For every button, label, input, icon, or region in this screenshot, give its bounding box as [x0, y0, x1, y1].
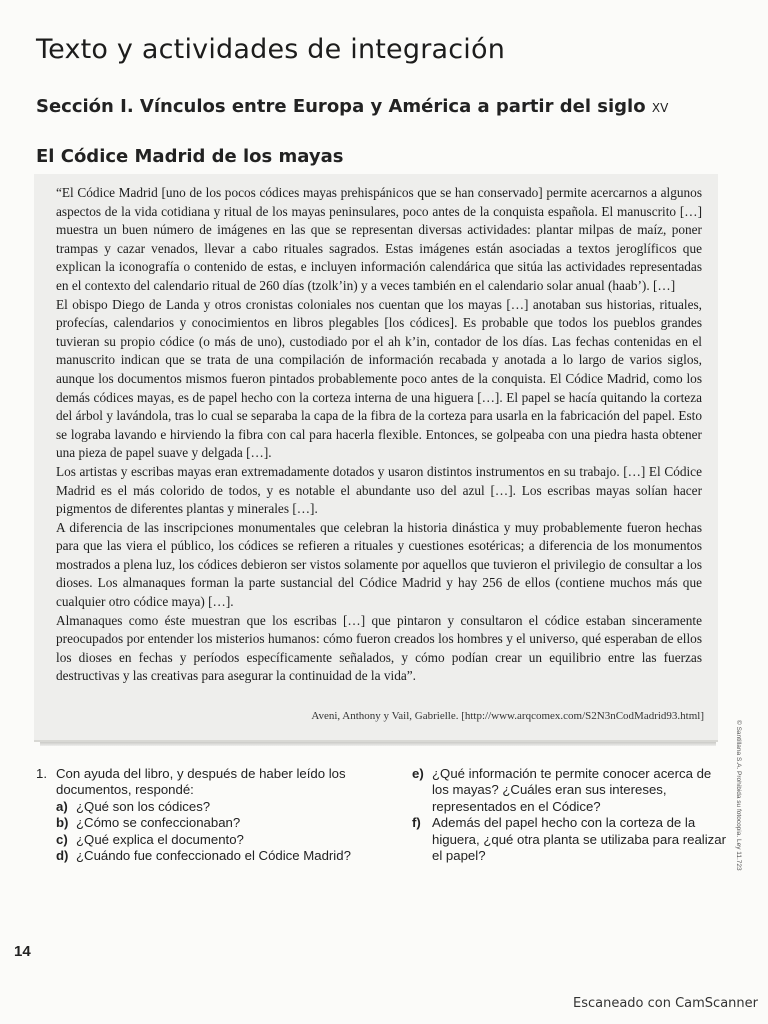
scanner-watermark: Escaneado con CamScanner [572, 996, 758, 1011]
question-mark-e: e) [412, 766, 424, 781]
section-title [36, 96, 736, 117]
question-text-c: ¿Qué explica el documento? [76, 831, 244, 847]
questions-right-column [412, 766, 728, 864]
citation: Aveni, Anthony y Vail, Gabrielle. [http://www.arqcomex.com/S2N3nCodMadrid93.html] [311, 710, 704, 722]
questions-left-column [36, 766, 376, 864]
quote-paragraph-1: “El Códice Madrid [uno de los pocos códices mayas prehispánicos que se han conservado] permite acercarnos a algunos aspectos de la vida cotidiana y ritual de los mayas peninsulares, poco antes de la conquista española. El manuscrito […] muestra un buen número de imágenes en las que se representan diversas actividades: plantar milpas de maíz, poner trampas y cazar venados, llevar a cabo rituales sagrados. Estas imágenes están asociadas a textos jeroglíficos que explican la iconografía o contenido de estas, e incluyen información calendárica que sitúa las actividades representadas en el contexto del calendario ritual de 260 días (tzolk’in) y a veces también en el calendario solar anual (haab’). […] [56, 185, 702, 293]
question-text-e: ¿Qué información te permite conocer acerca de los mayas? ¿Cuáles eran sus intereses, representados en el Códice? [432, 766, 712, 814]
section-title-text: Sección I. Vínculos entre Europa y América a partir del siglo [36, 96, 652, 117]
quote-paragraph-2: El obispo Diego de Landa y otros cronistas coloniales nos cuentan que los mayas […] anotaban sus historias, rituales, profecías, calendarios y conocimientos en libros plegables [los códices]. Es probable que todos los pueblos grandes tuvieran su propio códice (o más de uno), custodiado por el ah k’in, contador de los días. Las fechas contenidas en el manuscrito indican que se trata de una compilación de información recabada y anotada a lo largo de varios siglos, aunque los documentos mismos fueron pintados probablemente poco antes de la conquista. El Códice Madrid, como los demás códices mayas, es de papel hecho con la corteza interna de una higuera […]. El papel se hacía quitando la corteza del árbol y lavándola, tras lo cual se separaba la capa de la fibra de la corteza para usarla en la fabricación del papel. Esto se lograba lavando e hirviendo la fibra con cal para hacerla flexible. Entonces, se golpeaba con una piedra hasta obtener una pieza de papel suave y delgada […]. [56, 296, 702, 461]
copyright-side-note: © Santillana S.A. Prohibida su fotocopia. Ley 11.723 [735, 720, 742, 871]
question-number: 1. [36, 766, 47, 781]
quote-paragraph-3: Los artistas y escribas mayas eran extremadamente dotados y usaron distintos instrumentos en su trabajo. […] El Códice Madrid es el más colorido de todos, y es notable el abundante uso del azul […]. Los escribas mayas solían hacer pigmentos de diferentes plantas y minerales […]. [56, 463, 702, 517]
quote-text [56, 184, 702, 686]
page-title: Texto y actividades de integración [36, 34, 506, 65]
question-item-a [36, 799, 376, 815]
question-item-d [36, 848, 376, 864]
subtitle: El Códice Madrid de los mayas [36, 146, 344, 167]
question-mark-c: c) [56, 831, 68, 847]
question-mark-a: a) [56, 798, 68, 814]
question-item-c [36, 832, 376, 848]
quote-paragraph-5: Almanaques como éste muestran que los escribas […] que pintaron y consultaron el códice estaban sinceramente preocupados por entender los misterios humanos: cómo fueron creados los hombres y el universo, qué esperaban de ellos los dioses en fechas y períodos específicamente señalados, y cómo podían crear un equilibrio entre las fuerzas destructivas y las creativas para asegurar la continuidad de la vida”. [56, 612, 702, 684]
question-text-d: ¿Cuándo fue confeccionado el Códice Madrid? [76, 848, 351, 864]
question-text-f: Además del papel hecho con la corteza de la higuera, ¿qué otra planta se utilizaba para realizar el papel? [432, 815, 726, 864]
question-mark-b: b) [56, 815, 69, 831]
page-number: 14 [14, 943, 31, 960]
question-item-e [412, 766, 728, 815]
question-intro [36, 766, 376, 799]
question-item-b [36, 815, 376, 831]
section-century: xv [651, 97, 669, 117]
quote-paragraph-4: A diferencia de las inscripciones monumentales que celebran la historia dinástica y muy probablemente fueron hechas para que las viera el público, los códices se refieren a rituales y cuestiones esotéricas; a diferencia de los monumentos mostrados a plena luz, los códices debieron ser vistos solamente por aquellos que tuvieron el privilegio de consultar a los dioses. Los almanaques forman la parte sustancial del Códice Madrid y hay 256 de ellos (contiene muchos más que cualquier otro códice maya) […]. [56, 519, 702, 610]
question-text-b: ¿Cómo se confeccionaban? [76, 815, 241, 831]
question-mark-d: d) [56, 848, 69, 864]
question-text-a: ¿Qué son los códices? [76, 798, 211, 814]
question-mark-f: f) [412, 815, 421, 831]
question-item-f [412, 815, 728, 864]
quote-box-shadow [40, 742, 716, 746]
question-intro-text: Con ayuda del libro, y después de haber leído los documentos, respondé: [56, 766, 346, 798]
